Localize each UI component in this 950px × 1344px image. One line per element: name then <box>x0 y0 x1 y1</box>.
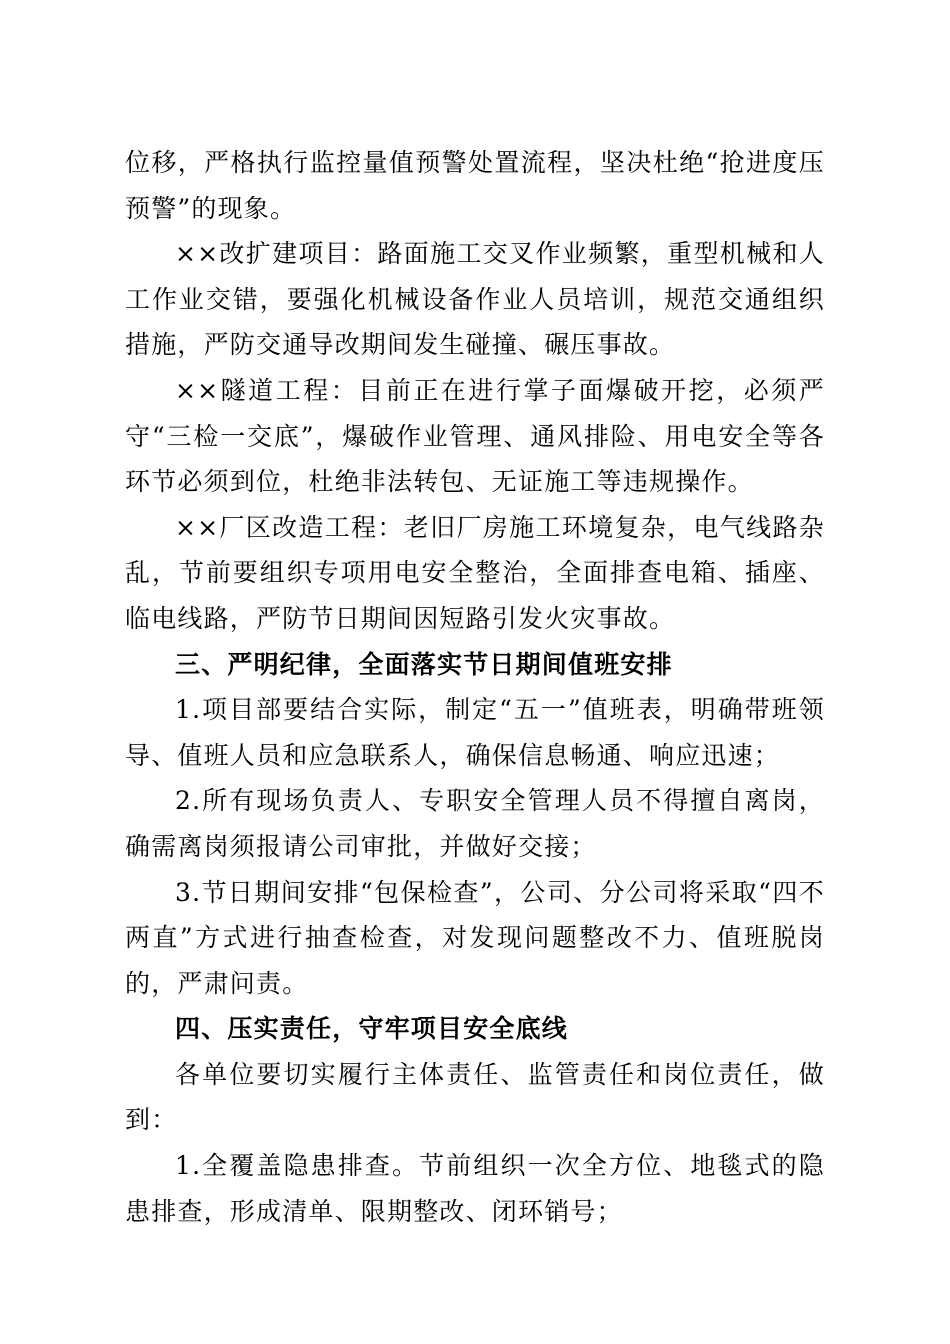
paragraph-renovation-project: ××改扩建项目：路面施工交叉作业频繁，重型机械和人工作业交错，要强化机械设备作业人员培训，规范交通组织措施，严防交通导改期间发生碰撞、碾压事故。 <box>125 239 825 360</box>
section-heading-4: 四、压实责任，守牢项目安全底线 <box>175 1014 569 1044</box>
duty-item-3: 3.节日期间安排“包保检查”，公司、分公司将采取“四不两直”方式进行抽查检查，对发现问题整改不力、值班脱岗的，严肃问责。 <box>125 877 825 998</box>
paragraph-factory-project: ××厂区改造工程：老旧厂房施工环境复杂，电气线路杂乱，节前要组织专项用电安全整治，全面排查电箱、插座、临电线路，严防节日期间因短路引发火灾事故。 <box>125 512 825 633</box>
paragraph-tunnel-project: ××隧道工程：目前正在进行掌子面爆破开挖，必须严守“三检一交底”，爆破作业管理、通风排险、用电安全等各环节必须到位，杜绝非法转包、无证施工等违规操作。 <box>125 375 825 497</box>
responsibility-item-1: 1.全覆盖隐患排查。节前组织一次全方位、地毯式的隐患排查，形成清单、限期整改、闭环销号； <box>125 1151 825 1226</box>
duty-item-2: 2.所有现场负责人、专职安全管理人员不得擅自离岗，确需离岗须报请公司审批，并做好交接； <box>125 786 825 861</box>
duty-item-1: 1.项目部要结合实际，制定“五一”值班表，明确带班领导、值班人员和应急联系人，确保信息畅通、响应迅速； <box>125 695 825 770</box>
paragraph-continuation: 位移，严格执行监控量值预警处置流程，坚决杜绝“抢进度压预警”的现象。 <box>125 148 825 223</box>
section-heading-3: 三、严明纪律，全面落实节日期间值班安排 <box>175 649 673 679</box>
responsibility-intro: 各单位要切实履行主体责任、监管责任和岗位责任，做到： <box>125 1059 825 1135</box>
